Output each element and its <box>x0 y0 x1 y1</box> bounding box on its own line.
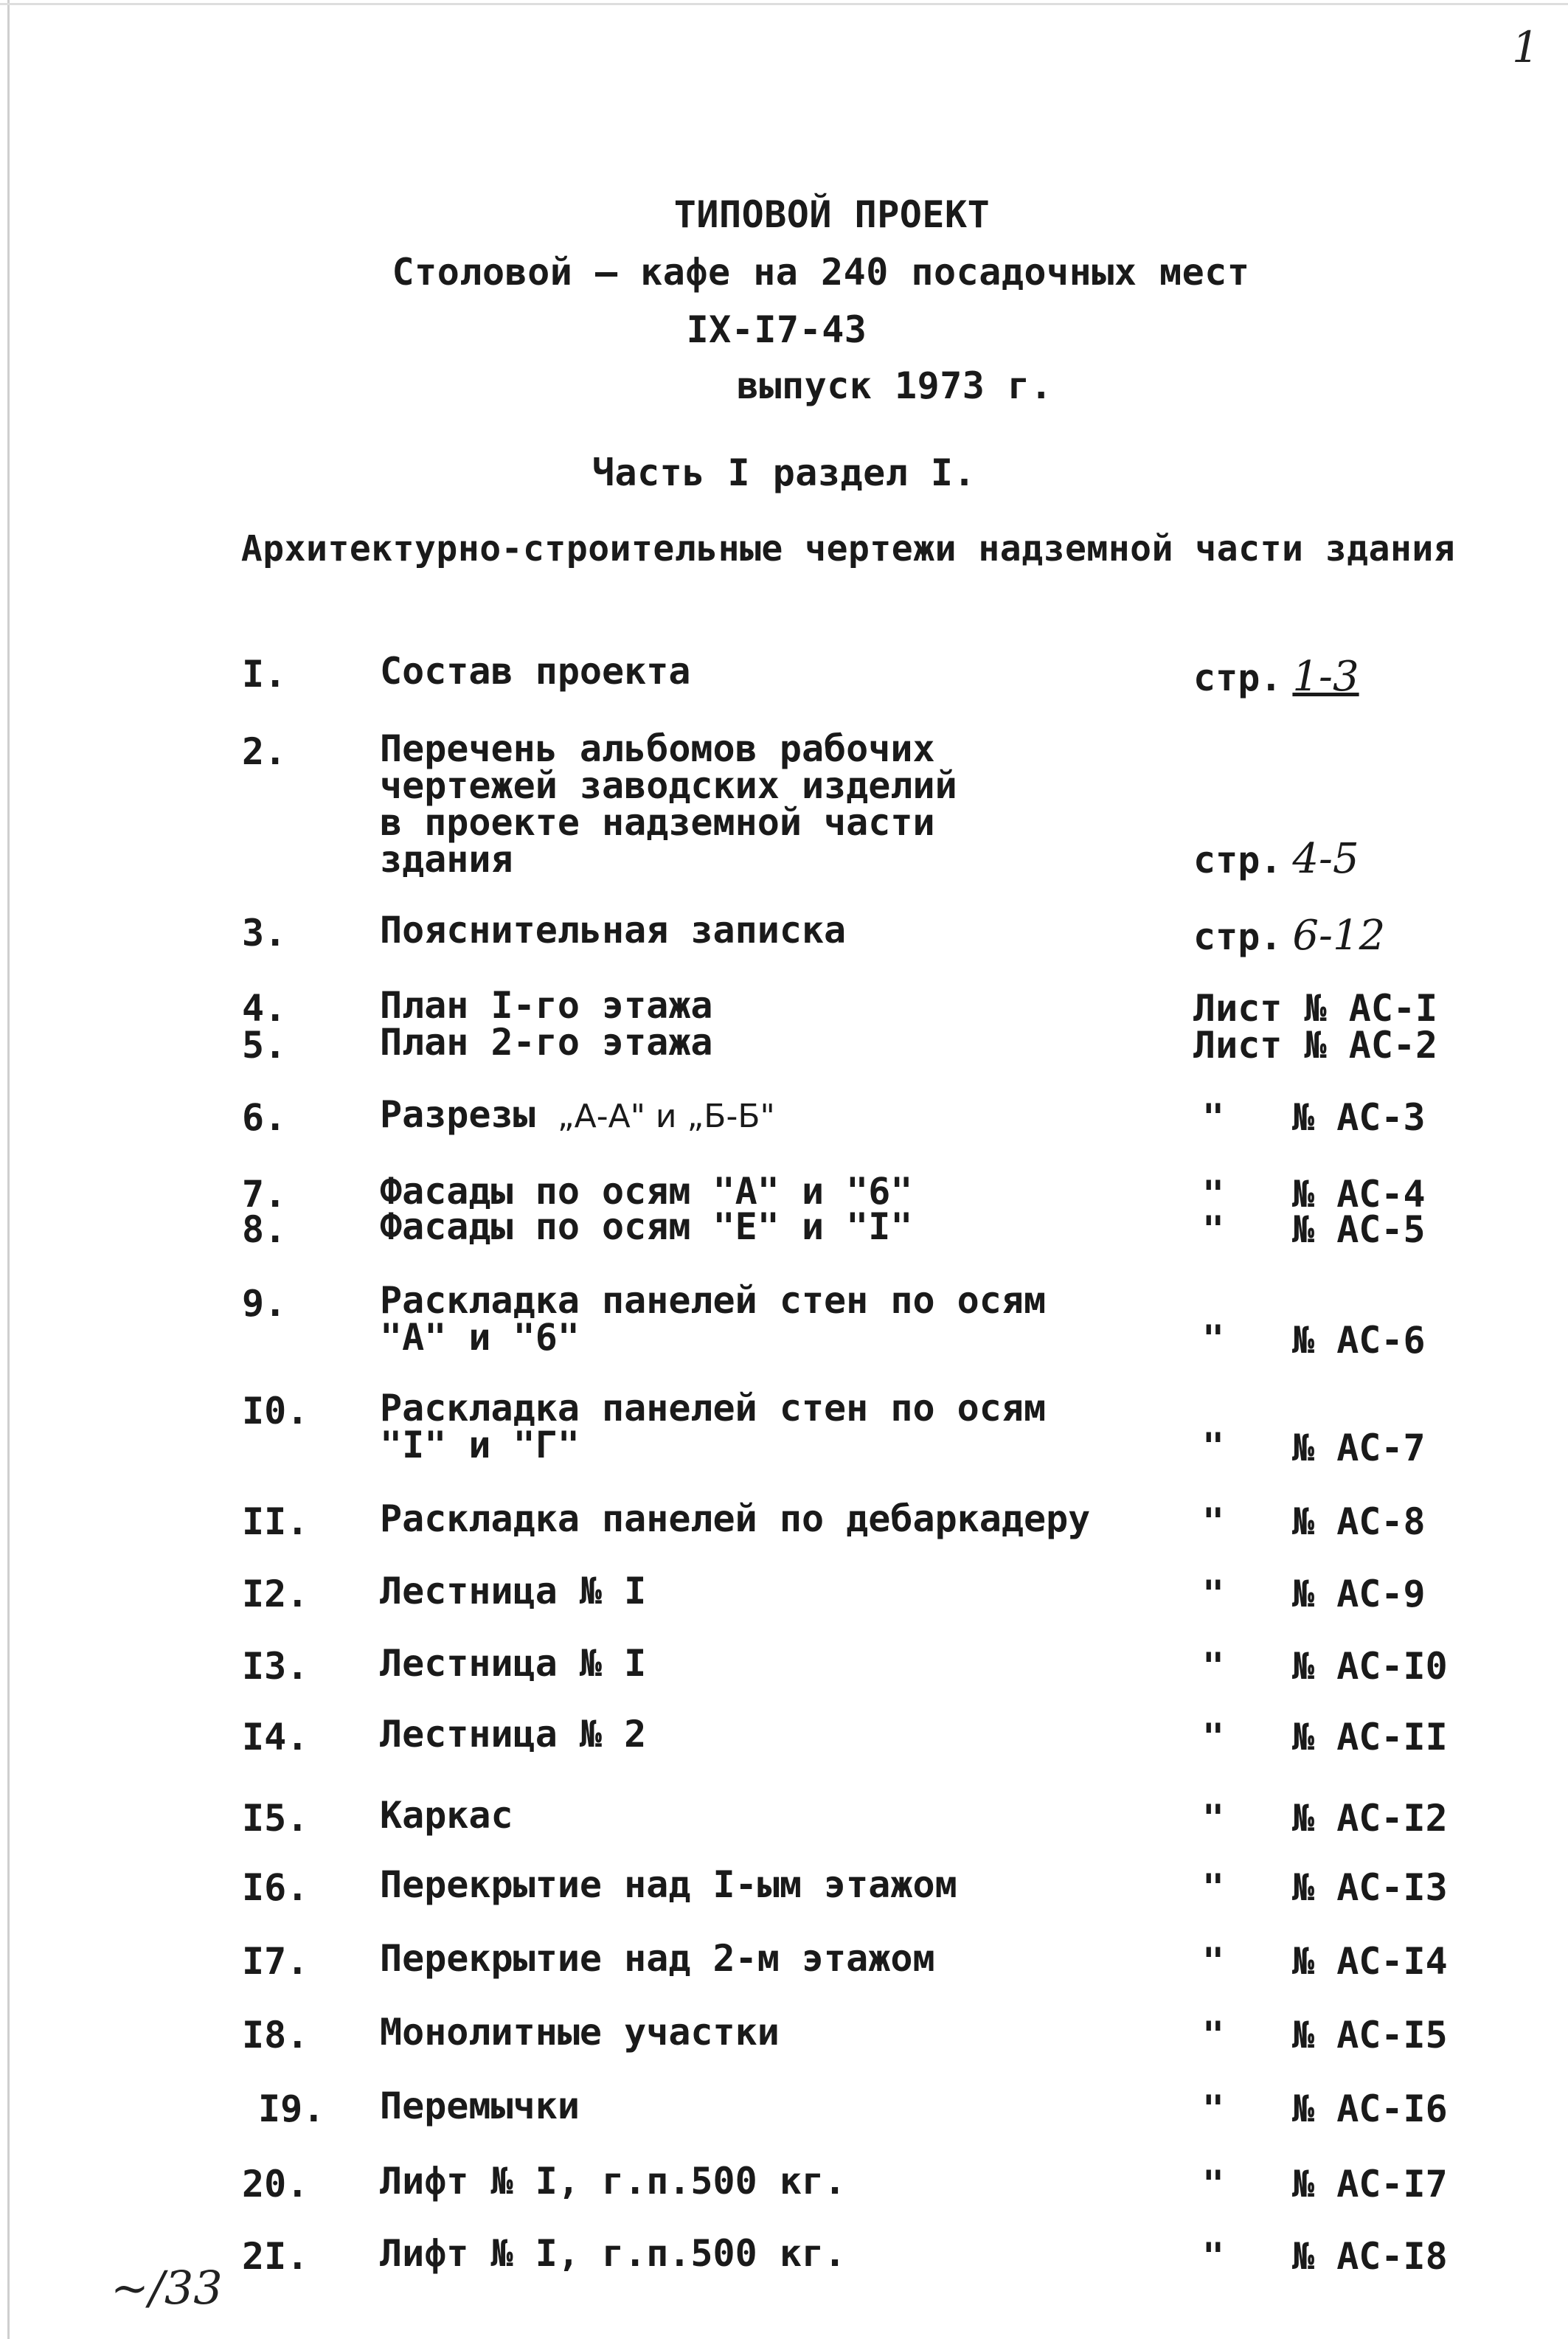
ditto-mark: " <box>1202 1940 1225 1983</box>
item-sheet-ref: № АС-6 <box>1292 1319 1426 1362</box>
ditto-mark: " <box>1202 2163 1225 2205</box>
item-sheet-ref: № АС-8 <box>1292 1500 1426 1543</box>
item-sheet-ref: Лист № АС-2 <box>1193 1024 1438 1067</box>
ditto-mark: " <box>1202 2087 1225 2130</box>
ditto-mark: " <box>1202 1500 1225 1543</box>
project-name: Столовой – кафе на 240 посадочных мест <box>392 251 1250 294</box>
item-sheet-ref: № АС-I4 <box>1292 1940 1448 1983</box>
item-sheet-ref: № АС-3 <box>1292 1096 1426 1139</box>
item-number: I7. <box>242 1940 309 1983</box>
item-title: Раскладка панелей по дебаркадеру <box>380 1497 1091 1540</box>
ditto-mark: " <box>1202 1797 1225 1840</box>
item-title: Перекрытие над 2-м этажом <box>380 1937 935 1980</box>
corner-handwritten-note: ~/33 <box>111 2261 223 2315</box>
item-number: I9. <box>258 2087 325 2130</box>
item-sheet-ref: № АС-7 <box>1292 1427 1426 1469</box>
item-title: Монолитные участки <box>380 2011 780 2054</box>
item-title: Раскладка панелей стен по осям "А" и "6" <box>380 1279 1047 1359</box>
item-number: I. <box>242 653 287 696</box>
item-number: 4. <box>242 987 287 1030</box>
item-sheet-ref: Лист № АС-I <box>1193 987 1438 1030</box>
ditto-mark: " <box>1202 1573 1225 1615</box>
item-number: I6. <box>242 1866 309 1909</box>
ditto-mark: " <box>1202 1716 1225 1758</box>
item-number: 5. <box>242 1024 287 1067</box>
item-page-ref: стр. 4-5 <box>1193 835 1359 883</box>
item-number: 9. <box>242 1282 287 1325</box>
ditto-mark: " <box>1202 1208 1225 1251</box>
release-year: выпуск 1973 г. <box>736 364 1053 407</box>
item-title: План I-го этажа <box>380 984 713 1027</box>
item-sheet-ref: № АС-I8 <box>1292 2235 1448 2278</box>
item-title: Лестница № I <box>380 1570 647 1612</box>
item-number: 8. <box>242 1208 287 1251</box>
section-title: Архитектурно-строительные чертежи надземной части здания <box>240 528 1456 569</box>
page-number: 1 <box>1512 22 1539 72</box>
item-title: Фасады по осям "Е" и "I" <box>380 1205 913 1248</box>
item-number: I8. <box>242 2014 309 2056</box>
item-number: I4. <box>242 1716 309 1758</box>
item-title: Разрезы „А-А" и „Б-Б" <box>380 1093 775 1136</box>
item-number: 6. <box>242 1096 287 1139</box>
item-title-handwritten: „А-А" и „Б-Б" <box>557 1098 775 1135</box>
item-title: План 2-го этажа <box>380 1021 713 1064</box>
item-title: Каркас <box>380 1794 513 1837</box>
item-title: Лестница № 2 <box>380 1713 647 1756</box>
item-title: Пояснительная записка <box>380 909 847 952</box>
ditto-mark: " <box>1202 1173 1225 1216</box>
item-title: Перемычки <box>380 2085 580 2127</box>
ditto-mark: " <box>1202 1425 1225 1468</box>
scan-edge-top <box>0 3 1568 5</box>
ditto-mark: " <box>1202 2014 1225 2056</box>
item-number: I2. <box>242 1573 309 1615</box>
item-sheet-ref: № АС-5 <box>1292 1208 1426 1251</box>
item-number: 3. <box>242 912 287 954</box>
item-title: Раскладка панелей стен по осям "I" и "Г" <box>380 1387 1047 1466</box>
item-sheet-ref: № АС-9 <box>1292 1573 1426 1615</box>
item-page-ref: стр. 6-12 <box>1193 912 1386 960</box>
item-sheet-ref: № АС-I7 <box>1292 2163 1448 2205</box>
item-title: Перекрытие над I-ым этажом <box>380 1863 957 1906</box>
item-sheet-ref: № АС-II <box>1292 1716 1448 1758</box>
item-sheet-ref: № АС-I2 <box>1292 1797 1448 1840</box>
item-number: 2. <box>242 730 287 773</box>
ditto-mark: " <box>1202 1317 1225 1360</box>
item-number: I5. <box>242 1797 309 1840</box>
ditto-mark: " <box>1202 2235 1225 2278</box>
item-title: Перечень альбомов рабочих чертежей заводских изделий в проекте надземной части здания <box>380 727 957 881</box>
item-number: 20. <box>242 2163 309 2205</box>
item-title: Состав проекта <box>380 650 691 693</box>
item-sheet-ref: № АС-I0 <box>1292 1645 1448 1688</box>
item-title: Фасады по осям "А" и "6" <box>380 1170 913 1213</box>
project-type-heading: ТИПОВОЙ ПРОЕКТ <box>673 193 991 236</box>
item-sheet-ref: № АС-I5 <box>1292 2014 1448 2056</box>
ditto-mark: " <box>1202 1096 1225 1139</box>
project-code: IX-I7-43 <box>686 308 867 351</box>
ditto-mark: " <box>1202 1866 1225 1909</box>
part-section: Часть I раздел I. <box>592 451 976 494</box>
item-sheet-ref: № АС-4 <box>1292 1173 1426 1216</box>
item-number: II. <box>242 1500 309 1543</box>
item-number: 2I. <box>242 2235 309 2278</box>
item-number: I3. <box>242 1645 309 1688</box>
item-sheet-ref: № АС-I6 <box>1292 2087 1448 2130</box>
item-title: Лифт № I, г.п.500 кг. <box>380 2160 847 2203</box>
item-number: I0. <box>242 1390 309 1432</box>
item-sheet-ref: № АС-I3 <box>1292 1866 1448 1909</box>
ditto-mark: " <box>1202 1645 1225 1688</box>
item-title: Лифт № I, г.п.500 кг. <box>380 2232 847 2275</box>
item-title: Лестница № I <box>380 1642 647 1685</box>
item-number: 7. <box>242 1173 287 1216</box>
item-page-ref: стр. 1-3 <box>1193 653 1359 701</box>
